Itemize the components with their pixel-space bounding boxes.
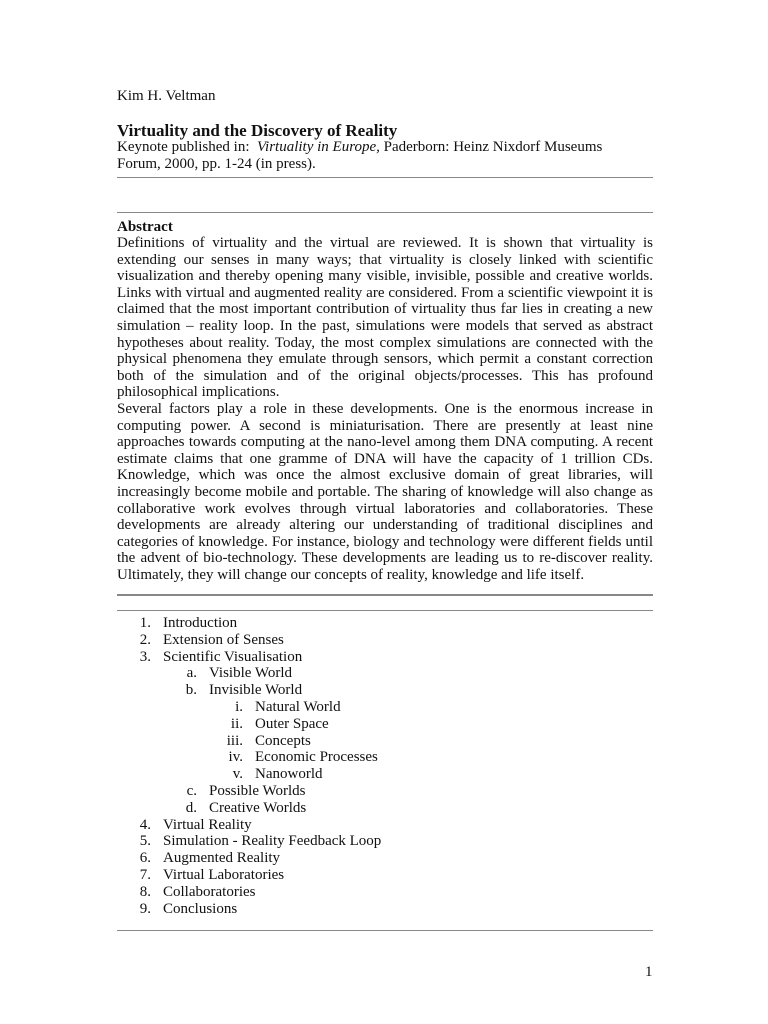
toc-item-label: Possible Worlds: [209, 782, 306, 799]
toc-item-number: i.: [235, 698, 243, 715]
toc-item-number: d.: [185, 799, 197, 816]
divider: [117, 212, 653, 213]
toc-item-label: Introduction: [163, 615, 238, 631]
publication-info: [117, 139, 653, 172]
toc-item-number: iv.: [228, 749, 243, 766]
toc-item: [117, 749, 653, 766]
toc-item-label: Virtual Laboratories: [163, 866, 285, 883]
divider: [117, 610, 653, 611]
toc-item-number: 4.: [139, 816, 151, 833]
abstract-body: [117, 235, 653, 583]
toc-item-label: Conclusions: [163, 900, 238, 917]
toc-item-number: 7.: [139, 866, 151, 883]
toc-item: [117, 901, 653, 918]
toc-item-number: c.: [186, 782, 197, 799]
toc-item-number: b.: [185, 682, 197, 699]
toc-item-label: Creative Worlds: [209, 799, 307, 816]
toc-item-number: 5.: [139, 833, 151, 850]
toc-item: [117, 833, 653, 850]
toc-item-label: Visible World: [209, 665, 293, 682]
toc-item: [117, 850, 653, 867]
page-number: 1: [645, 964, 653, 980]
toc-item-number: ii.: [230, 715, 243, 732]
toc-item-label: Augmented Reality: [163, 850, 281, 867]
divider: [117, 177, 653, 178]
toc-item-label: Economic Processes: [255, 749, 378, 766]
toc-item-label: Nanoworld: [255, 766, 323, 783]
toc-item-number: iii.: [226, 732, 243, 749]
publication-venue: Virtuality in Europe,: [256, 139, 380, 155]
publication-line2: Forum, 2000, pp. 1-24 (in press).: [117, 155, 316, 172]
toc-item-label: Outer Space: [255, 715, 329, 732]
toc-item-label: Virtual Reality: [163, 816, 252, 833]
toc-item-label: Scientific Visualisation: [163, 648, 303, 665]
toc-item-number: 9.: [139, 900, 151, 917]
toc-item-label: Concepts: [255, 732, 311, 749]
toc-item: [117, 817, 653, 834]
toc-item-number: 6.: [139, 850, 151, 867]
toc-item-label: Invisible World: [209, 682, 303, 699]
toc-item: [117, 766, 653, 783]
toc-item: [117, 615, 653, 632]
toc-item-label: Natural World: [255, 698, 341, 715]
toc-item-number: 1.: [139, 615, 151, 631]
abstract-paragraph: Several factors play a role in these developments. One is the enormous increase in computing power. A second is miniaturisation. There are presently at least nine approaches towards computing at the nano-level among them DNA computing. A recent estimate claims that one gramme of DNA will have the capacity of 1 trillion CDs. Knowledge, which was once the almost exclusive domain of great libraries, will increasingly become mobile and portable. The sharing of knowledge will also change as collaborative work evolves through virtual laboratories and collaboratories. These developments are already altering our understanding of traditional disciplines and categories of knowledge. For instance, biology and technology were different fields until the advent of bio-technology. These developments are leading us to re-discover reality. Ultimately, they will change our concepts of reality, knowledge and life itself.: [117, 400, 653, 583]
divider: [117, 594, 653, 596]
toc-item-number: 3.: [139, 648, 151, 665]
toc-item: [117, 800, 653, 817]
toc-item: [117, 716, 653, 733]
toc-item-number: v.: [232, 766, 243, 783]
author-name: Kim H. Veltman: [117, 88, 216, 104]
toc-item: [117, 783, 653, 800]
toc-item: [117, 682, 653, 699]
table-of-contents: [117, 615, 653, 917]
toc-item: [117, 665, 653, 682]
toc-item: [117, 884, 653, 901]
abstract-heading: Abstract: [117, 219, 173, 235]
publication-prefix: Keynote published in:: [117, 139, 250, 155]
paper-title: Virtuality and the Discovery of Reality: [117, 121, 398, 140]
toc-item: [117, 867, 653, 884]
toc-item: [117, 699, 653, 716]
toc-item-label: Collaboratories: [163, 883, 256, 900]
toc-item-number: 2.: [139, 631, 151, 648]
toc-item-label: Extension of Senses: [163, 631, 284, 648]
toc-item: [117, 632, 653, 649]
abstract-paragraph: Definitions of virtuality and the virtual are reviewed. It is shown that virtuality is extending our senses in many ways; that virtuality is closely linked with scientific visualization and thereby opening many visible, invisible, possible and creative worlds. Links with virtual and augmented reality are considered. From a scientific viewpoint it is claimed that the most important contribution of virtuality thus far lies in creating a new simulation – reality loop. In the past, simulations were models that served as abstract hypotheses about reality. Today, the most complex simulations are connected with the physical phenomena they emulate through sensors, which permit a constant correction both of the simulation and of the original objects/processes. This has profound philosophical implications.: [117, 235, 653, 401]
divider: [117, 930, 653, 931]
toc-item: [117, 733, 653, 750]
toc-item-label: Simulation - Reality Feedback Loop: [163, 833, 382, 850]
toc-item-number: 8.: [139, 883, 151, 900]
publication-rest: Paderborn: Heinz Nixdorf Museums: [383, 139, 603, 155]
toc-item-number: a.: [186, 665, 197, 682]
toc-item: [117, 649, 653, 666]
